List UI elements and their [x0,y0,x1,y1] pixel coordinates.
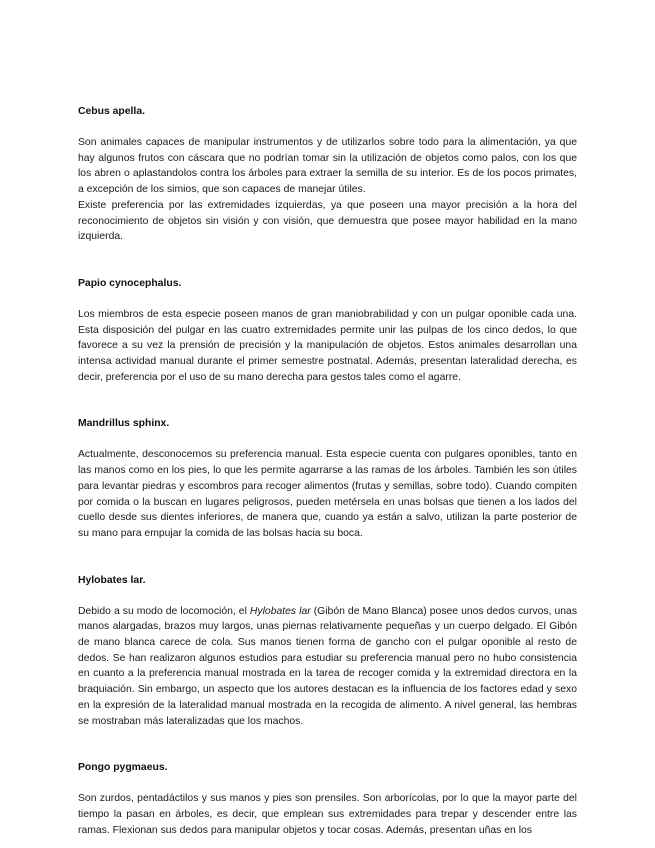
paragraph: Los miembros de esta especie poseen manos de gran maniobrabilidad y con un pulgar oponible cada una. Esta disposición del pulgar en las cuatro extremidades permite unir las pulpas de los cinco dedos, lo que favorece a su vez la prensión de precisión y la manipulación de objetos. Estos animales desarrollan una intensa actividad manual durante el primer semestre postnatal. Además, presentan lateralidad derecha, es decir, preferencia por el uso de su mano derecha para gestos tales como el agarre. [78,308,577,383]
section-papio-cynocephalus [78,276,577,386]
paragraph: Son zurdos, pentadáctilos y sus manos y pies son prensiles. Son arborícolas, por lo que la mayor parte del tiempo la pasan en árboles, es decir, que emplean sus extremidades para trepar y descender entre las ramas. Flexionan sus dedos para manipular objetos y tocar cosas. Además, presentan uñas en los [78,793,577,836]
section-hylobates-lar [78,573,577,730]
section-body [78,447,577,541]
section-body [78,135,577,245]
paragraph-rest: (Gibón de Mano Blanca) posee unos dedos curvos, unas manos alargadas, brazos muy largos, unas piernas relativamente pequeñas y un cuerpo delgado. El Gibón de mano blanca carece de cola. Sus manos tienen forma de gancho con el pulgar oponible al resto de dedos. Se han realizaron algunos estudios para estudiar su preferencia manual pero no hubo consistencia en cuanto a la preferencia manual mostrada en la tarea de recoger comida y la extremidad directora en la braquiación. Sin embargo, un aspecto que los autores destacan es la influencia de los factores edad y sexo en la expresión de la lateralidad manual mostrada en la recogida de alimento. A nivel general, las hembras se mostraban más lateralizadas que los machos. [78,605,578,727]
section-title: Pongo pygmaeus. [78,762,168,774]
section-mandrillus-sphinx [78,416,577,541]
section-spacer [78,542,577,573]
section-title: Cebus apella. [78,106,145,117]
section-body [78,604,577,730]
section-title: Hylobates lar. [78,574,146,586]
section-pongo-pygmaeus [78,760,577,838]
section-spacer [78,729,577,760]
section-spacer [78,245,577,276]
section-body [78,791,577,838]
paragraph: Son animales capaces de manipular instrumentos y de utilizarlos sobre todo para la alimentación, ya que hay algunos frutos con cáscara que no podrían tomar sin la utilización de objetos como palos, con los que los abren o aplastandolos contra los árboles para extraer la semilla de su interior. Es de los pocos primates, a excepción de los simios, que son capaces de manejar útiles. [78,137,577,196]
section-title: Papio cynocephalus. [78,277,182,289]
section-title: Mandrillus sphinx. [78,418,170,430]
section-spacer [78,385,577,416]
section-body [78,307,577,386]
paragraph: Actualmente, desconocemos su preferencia manual. Esta especie cuenta con pulgares oponibles, tanto en las manos como en los pies, lo que les permite agarrarse a las ramas de los árboles. También les son útiles para levantar piedras y escombros para recoger alimentos (frutas y semillas, sobre todo). Cuando compiten por comida o la buscan en lugares peligrosos, pueden metérsela en unas bolsas que tienen a los lados del cuello desde sus dientes inferiores, de manera que, cuando ya están a salvo, utilizan la parte posterior de su mano para empujar la comida de las bolsas hacia su boca. [78,449,577,539]
paragraph: Existe preferencia por las extremidades izquierdas, ya que poseen una mayor precisión a la hora del reconocimiento de objetos sin visión y con visión, que demuestra que posee mayor habilidad en la mano izquierda. [78,199,577,243]
section-cebus-apella [78,104,577,245]
species-name-italic: Hylobates lar [249,605,311,617]
paragraph-lead: Debido a su modo de locomoción, el [78,605,250,617]
paragraph [78,604,577,730]
